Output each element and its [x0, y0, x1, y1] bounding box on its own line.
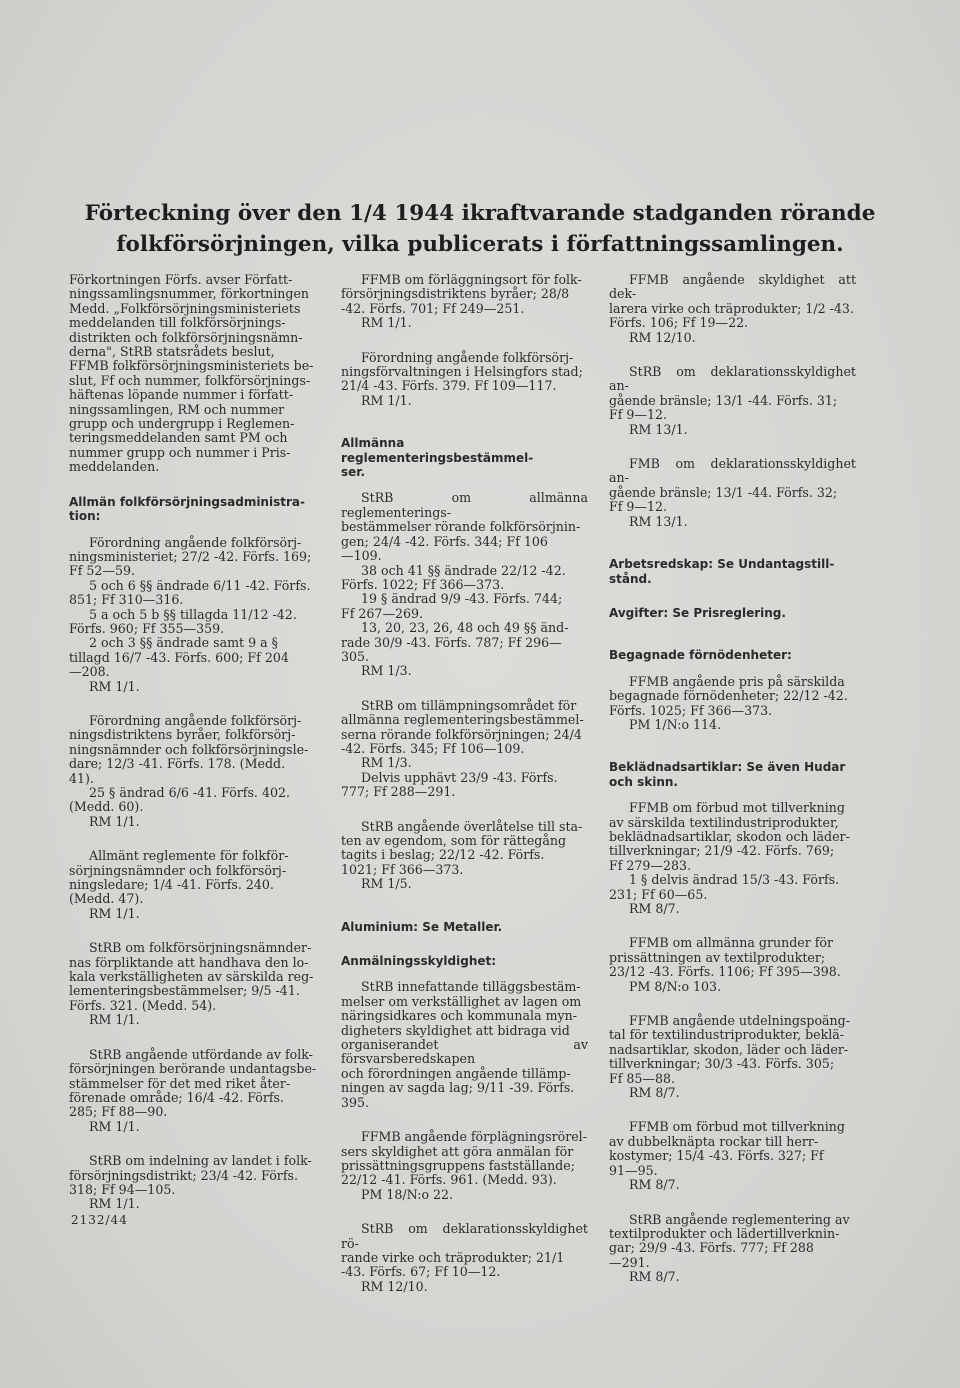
entry: FFMB angående skyldighet att dek- larera virke och träprodukter; 1/2 -43. Förfs. 106; Ff 19—22.: [609, 272, 856, 331]
entry-reference: RM 1/3.: [361, 755, 412, 771]
entry-reference: RM 12/10.: [629, 329, 696, 345]
entry: Förordning angående folkförsörj- ningsförvaltningen i Helsingfors stad; 21/4 -43. Förfs. 379. Ff 109—117.: [341, 349, 583, 394]
entry: StRB om allmänna reglementerings- bestämmelser rörande folkförsörjnin- gen; 24/4 -42. Förfs. 344; Ff 106 —109.: [341, 490, 588, 564]
entry-amendment: 19 § ändrad 9/9 -43. Förfs. 744; Ff 267—269.: [341, 591, 563, 621]
abbreviations-note: Förkortningen Förfs. avser Författ- ningssamlingsnummer, förkortningen Medd. „Folkförsörjningsministeriets meddelanden till folkförsörjnings- distrikten och folkförsörjningsnämn- derna", StRB statsrådets beslut, FFMB folkförsörjningsministeriets be- slut, Ff och nummer, folkförsörjnings- häftenas löpande nummer i författ- ningssamlingen, RM och nummer grupp och undergrupp i Reglemen- teringsmeddelanden samt PM och nummer grupp och nummer i Pris- meddelanden.: [69, 272, 314, 475]
entry-reference: RM 1/1.: [89, 813, 140, 829]
section-heading-aluminium: Aluminium: Se Metaller.: [341, 919, 503, 934]
entry-reference: RM 8/7.: [629, 1085, 680, 1101]
entry-reference: RM 13/1.: [629, 421, 688, 437]
entry-reference: PM 1/N:o 114.: [629, 716, 722, 732]
entry-amendment: 25 § ändrad 6/6 -41. Förfs. 402. (Medd. 60).: [69, 785, 290, 815]
entry: Förordning angående folkförsörj- ningsministeriet; 27/2 -42. Förfs. 169; Ff 52—59.: [69, 534, 312, 579]
entry: FFMB om allmänna grunder för prissättningen av textilprodukter; 23/12 -43. Förfs. 1106; Ff 395—398.: [609, 935, 841, 980]
entry-reference: PM 8/N:o 103.: [629, 978, 722, 994]
document-title: [80, 198, 880, 260]
entry-reference: RM 1/1.: [89, 678, 140, 694]
entry: StRB angående utfördande av folk- försörjningen berörande undantagsbe- stämmelser för det med riket åter- förenade område; 16/4 -42. Förfs. 285; Ff 88—90.: [69, 1046, 317, 1120]
entry: FFMB angående utdelningspoäng- tal för textilindustriprodukter, beklä- nadsartiklar, skodon, läder och läder- tillverkningar; 30/3 -43. Förfs. 305; Ff 85—88.: [609, 1013, 850, 1086]
entry-amendment: 2 och 3 §§ ändrade samt 9 a § tillagd 16/7 -43. Förfs. 600; Ff 204 —208.: [69, 635, 289, 680]
entry: Allmänt reglemente för folkför- sörjningsnämnder och folkförsörj- ningsledare; 1/4 -41. Förfs. 240. (Medd. 47).: [69, 848, 289, 907]
entry-reference: RM 1/1.: [361, 392, 412, 408]
document-number: 2132/44: [71, 1213, 128, 1227]
section-heading-administration: Allmän folkförsörjningsadministra- tion:: [69, 494, 305, 524]
entry: StRB om tillämpningsområdet för allmänna reglementeringsbestämmel- serna rörande folkförsörjningen; 24/4 -42. Förfs. 345; Ff 106—109.: [341, 697, 584, 756]
entry: FFMB om förbud mot tillverkning av särskilda textilindustriprodukter, beklädnadsartiklar, skodon och läder- tillverkningar; 21/9 -42. Förfs. 769; Ff 279—283.: [609, 800, 850, 873]
entry-reference: RM 1/5.: [361, 876, 412, 892]
entry-amendment: 38 och 41 §§ ändrade 22/12 -42. Förfs. 1022; Ff 366—373.: [341, 562, 566, 592]
entry: StRB angående överlåtelse till sta- ten av egendom, som för rättegång tagits i beslag; 22/12 -42. Förfs. 1021; Ff 366—373.: [341, 818, 583, 877]
entry: StRB om deklarationsskyldighet an- gående bränsle; 13/1 -44. Förfs. 31; Ff 9—12.: [609, 364, 856, 423]
column-2: [341, 273, 588, 1294]
entry-reference: RM 1/1.: [89, 905, 140, 921]
entry: Förordning angående folkförsörj- ningsdistriktens byråer, folkförsörj- ningsnämnder och folkförsörjningsle- dare; 12/3 -41. Förfs. 178. (Medd. 41).: [69, 712, 309, 786]
entry: StRB angående reglementering av textilprodukter och lädertillverknin- gar; 29/9 -43. Förfs. 777; Ff 288 —291.: [609, 1211, 850, 1270]
section-heading-used-goods: Begagnade förnödenheter:: [609, 648, 792, 663]
entry-reference: RM 1/3.: [361, 663, 412, 679]
entry-reference: RM 1/1.: [361, 315, 412, 331]
entry: FMB om deklarationsskyldighet an- gående bränsle; 13/1 -44. Förfs. 32; Ff 9—12.: [609, 456, 856, 515]
entry-reference: RM 8/7.: [629, 1177, 680, 1193]
title-line-1: Förteckning över den 1/4 1944 ikraftvarande stadganden rörande: [84, 201, 876, 226]
entry-reference: RM 8/7.: [629, 1269, 680, 1285]
entry: FFMB angående förplägningsrörel- sers skyldighet att göra anmälan för prissättningsgruppens fastställande; 22/12 -41. Förfs. 961. (Medd. 93).: [341, 1129, 587, 1188]
entry: StRB om indelning av landet i folk- försörjningsdistrikt; 23/4 -42. Förfs. 318; Ff 94—105.: [69, 1153, 312, 1197]
entry-reference: RM 1/1.: [89, 1196, 140, 1212]
entry-reference: RM 12/10.: [361, 1278, 428, 1294]
section-heading-fees: Avgifter: Se Prisreglering.: [609, 605, 786, 620]
entry-reference: RM 1/1.: [89, 1012, 140, 1028]
entry-amendment: 1 § delvis ändrad 15/3 -43. Förfs. 231; Ff 60—65.: [609, 872, 840, 902]
entry: FFMB om förläggningsort för folk- försörjningsdistriktens byråer; 28/8 -42. Förfs. 701; Ff 249—251.: [341, 272, 582, 316]
title-line-2: folkförsörjningen, vilka publicerats i författningssamlingen.: [116, 232, 844, 257]
section-heading-clothing: Beklädnadsartiklar: Se även Hudar och skinn.: [609, 760, 846, 789]
entry-reference: RM 13/1.: [629, 513, 688, 529]
entry: StRB innefattande tilläggsbestäm- melser om verkställighet av lagen om näringsidkares och kommunala myn- digheters skyldighet att bidraga vid organiserandet av försvarsberedskapen och förordningen angående tillämp- ningen av sagda lag; 9/11 -39. Förfs. 395.: [341, 979, 588, 1110]
entry-reference: RM 1/1.: [89, 1118, 140, 1134]
entry-reference: PM 18/N:o 22.: [361, 1186, 454, 1202]
entry-amendment: Delvis upphävt 23/9 -43. Förfs. 777; Ff 288—291.: [341, 769, 558, 800]
entry-amendment: 13, 20, 23, 26, 48 och 49 §§ änd- rade 30/9 -43. Förfs. 787; Ff 296— 305.: [341, 620, 569, 664]
column-3: [609, 273, 856, 1285]
section-heading-tools: Arbetsredskap: Se Undantagstill- stånd.: [609, 557, 835, 586]
section-heading-regulations: Allmänna reglementeringsbestämmel- ser.: [341, 436, 534, 480]
entry-reference: RM 8/7.: [629, 901, 680, 916]
entry: StRB om deklarationsskyldighet rö- rande virke och träprodukter; 21/1 -43. Förfs. 67; Ff 10—12.: [341, 1221, 588, 1280]
entry: StRB om folkförsörjningsnämnder- nas förpliktande att handhava den lo- kala verkställigheten av särskilda reg- lementeringsbestämmelser; 9/5 -41. Förfs. 321. (Medd. 54).: [69, 940, 314, 1013]
entry-amendment: 5 a och 5 b §§ tillagda 11/12 -42. Förfs. 960; Ff 355—359.: [69, 606, 297, 636]
entry: FFMB angående pris på särskilda begagnade förnödenheter; 22/12 -42. Förfs. 1025; Ff 366—373.: [609, 673, 848, 718]
section-heading-reporting: Anmälningsskyldighet:: [341, 954, 497, 969]
column-1: [69, 273, 319, 1212]
entry-amendment: 5 och 6 §§ ändrade 6/11 -42. Förfs. 851; Ff 310—316.: [69, 577, 311, 608]
entry: FFMB om förbud mot tillverkning av dubbelknäpta rockar till herr- kostymer; 15/4 -43. Förfs. 327; Ff 91—95.: [609, 1119, 845, 1178]
